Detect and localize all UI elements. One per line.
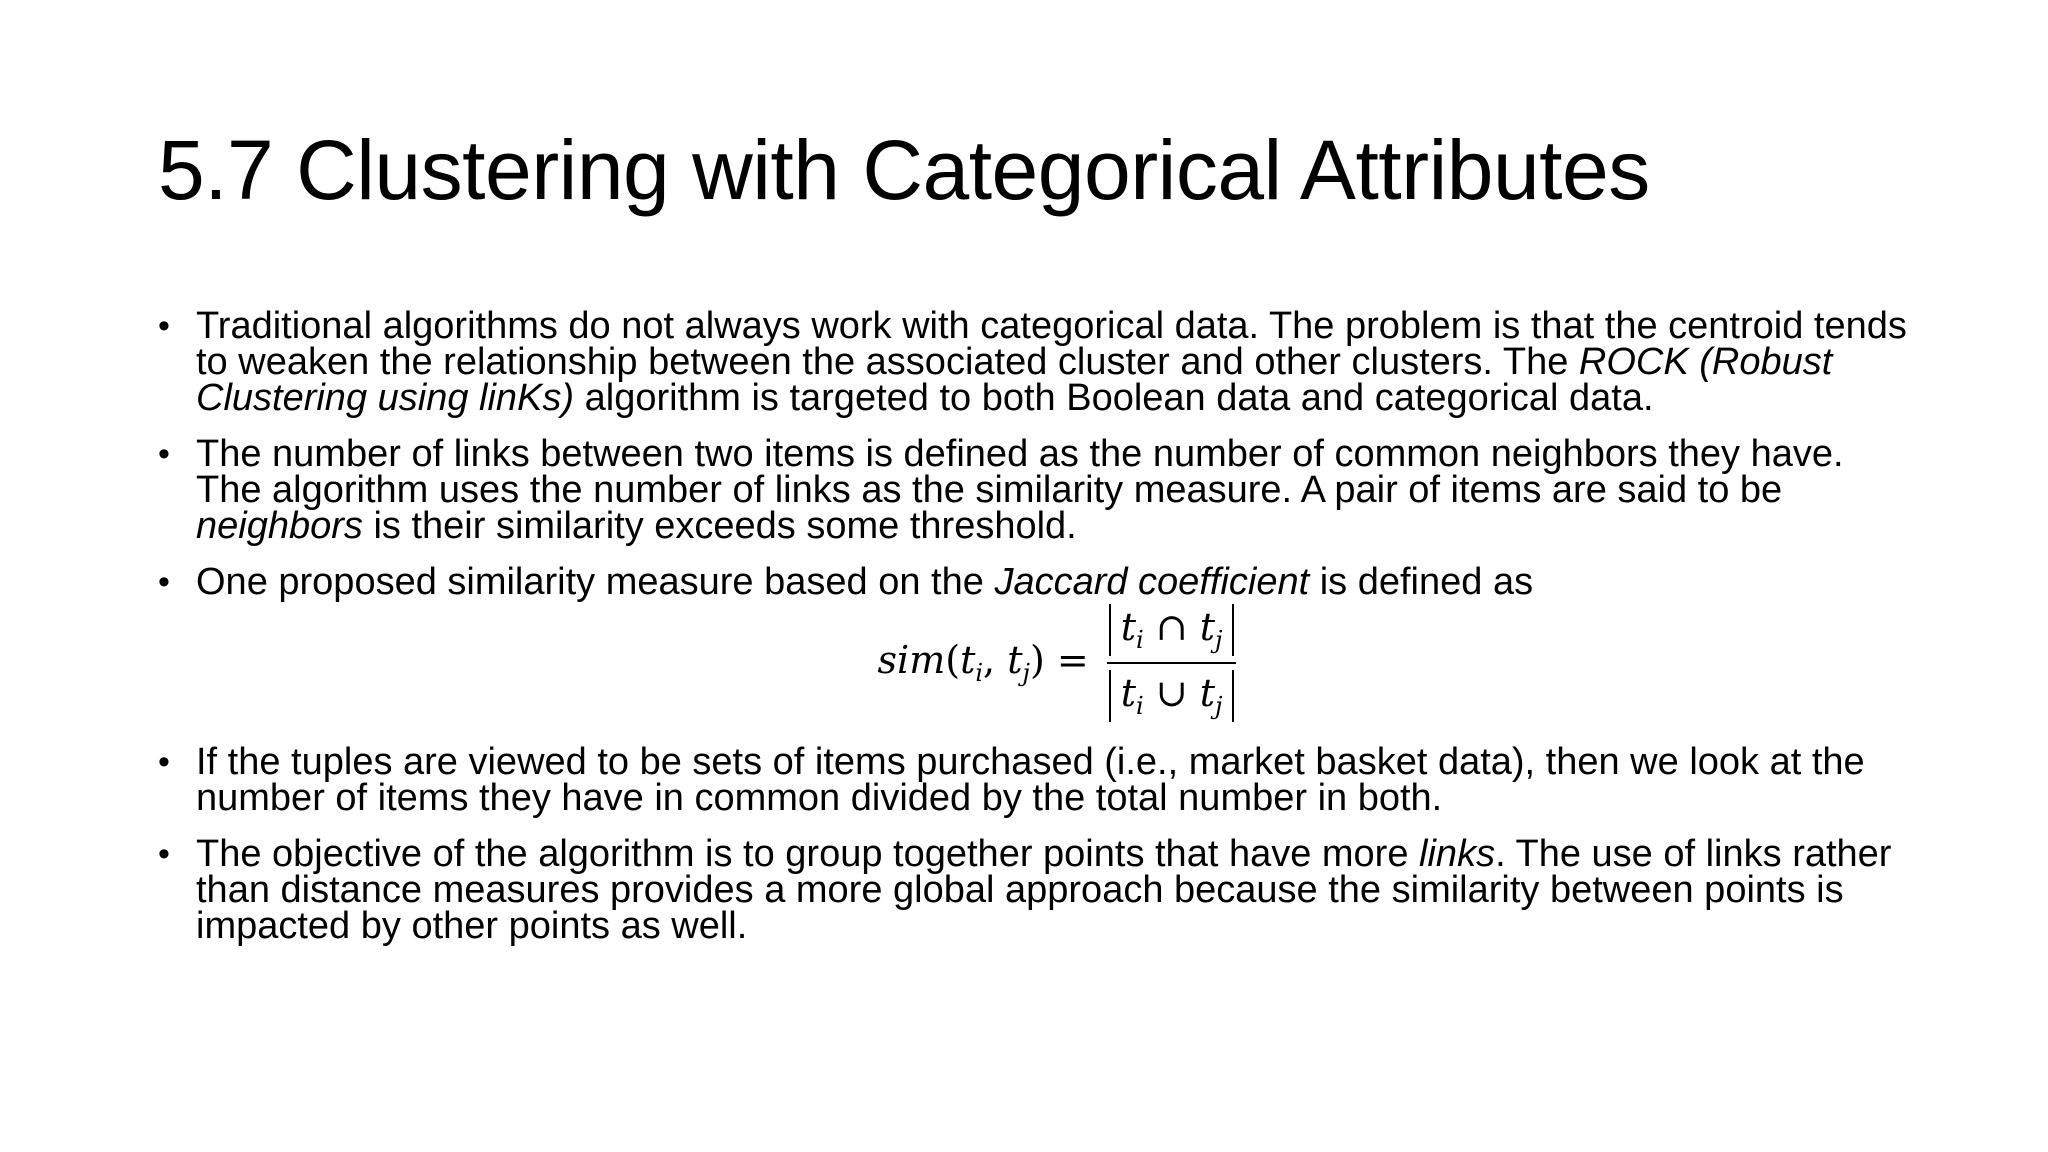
formula-lhs: $sim(t_i$, $t_j$) = (877, 638, 1089, 687)
bullet-item (158, 305, 1918, 419)
bullet-emphasis: neighbors (196, 505, 363, 547)
formula-numerator: $t_i$ ∩ $t_j$ (1109, 604, 1235, 656)
bullet-emphasis: ROCK (Robust Clustering using linKs) (196, 341, 1833, 419)
formula-fraction (1107, 604, 1237, 722)
bullet-text-end: algorithm is targeted to both Boolean data and categorical data. (574, 377, 1654, 419)
bullet-emphasis: Jaccard coefficient (994, 561, 1310, 603)
bullet-item (158, 561, 1918, 603)
equals-sign: = (1056, 638, 1089, 682)
bullet-dot: • (158, 563, 170, 601)
bullet-text: One proposed similarity measure based on the (196, 561, 995, 603)
bullet-text-end: . The use of links rather than distance measures provides a more global approach because the similarity between points is impacted by other points as well. (196, 833, 1892, 947)
bullet-text-end: is defined as (1309, 561, 1534, 603)
bullet-text: The objective of the algorithm is to group together points that have more (196, 833, 1420, 875)
bullet-text: If the tuples are viewed to be sets of items purchased (i.e., market basket data), then we look at the number of items they have in common divided by the total number in both. (196, 741, 1865, 819)
bullet-text: Traditional algorithms do not always work with categorical data. The problem is that the centroid tends to weaken the relationship between the associated cluster and other clusters. The (196, 305, 1907, 383)
jaccard-formula (158, 604, 1918, 722)
bullet-item (158, 741, 1918, 819)
bullet-item (158, 833, 1918, 947)
bullet-emphasis: links (1419, 833, 1496, 875)
bullet-item (158, 433, 1918, 547)
bullet-dot: • (158, 435, 170, 473)
bullet-dot: • (158, 307, 170, 345)
bullet-list (158, 305, 1918, 964)
bullet-text-end: is their similarity exceeds some threshold. (362, 505, 1077, 547)
fraction-bar (1107, 662, 1237, 664)
slide-title: 5.7 Clustering with Categorical Attributes (158, 123, 1650, 217)
bullet-text: The number of links between two items is defined as the number of common neighbors they have. The algorithm uses the number of links as the similarity measure. A pair of items are said to be (196, 433, 1844, 511)
bullet-dot: • (158, 743, 170, 781)
bullet-dot: • (158, 835, 170, 873)
formula-denominator: $t_i$ ∪ $t_j$ (1109, 670, 1235, 722)
